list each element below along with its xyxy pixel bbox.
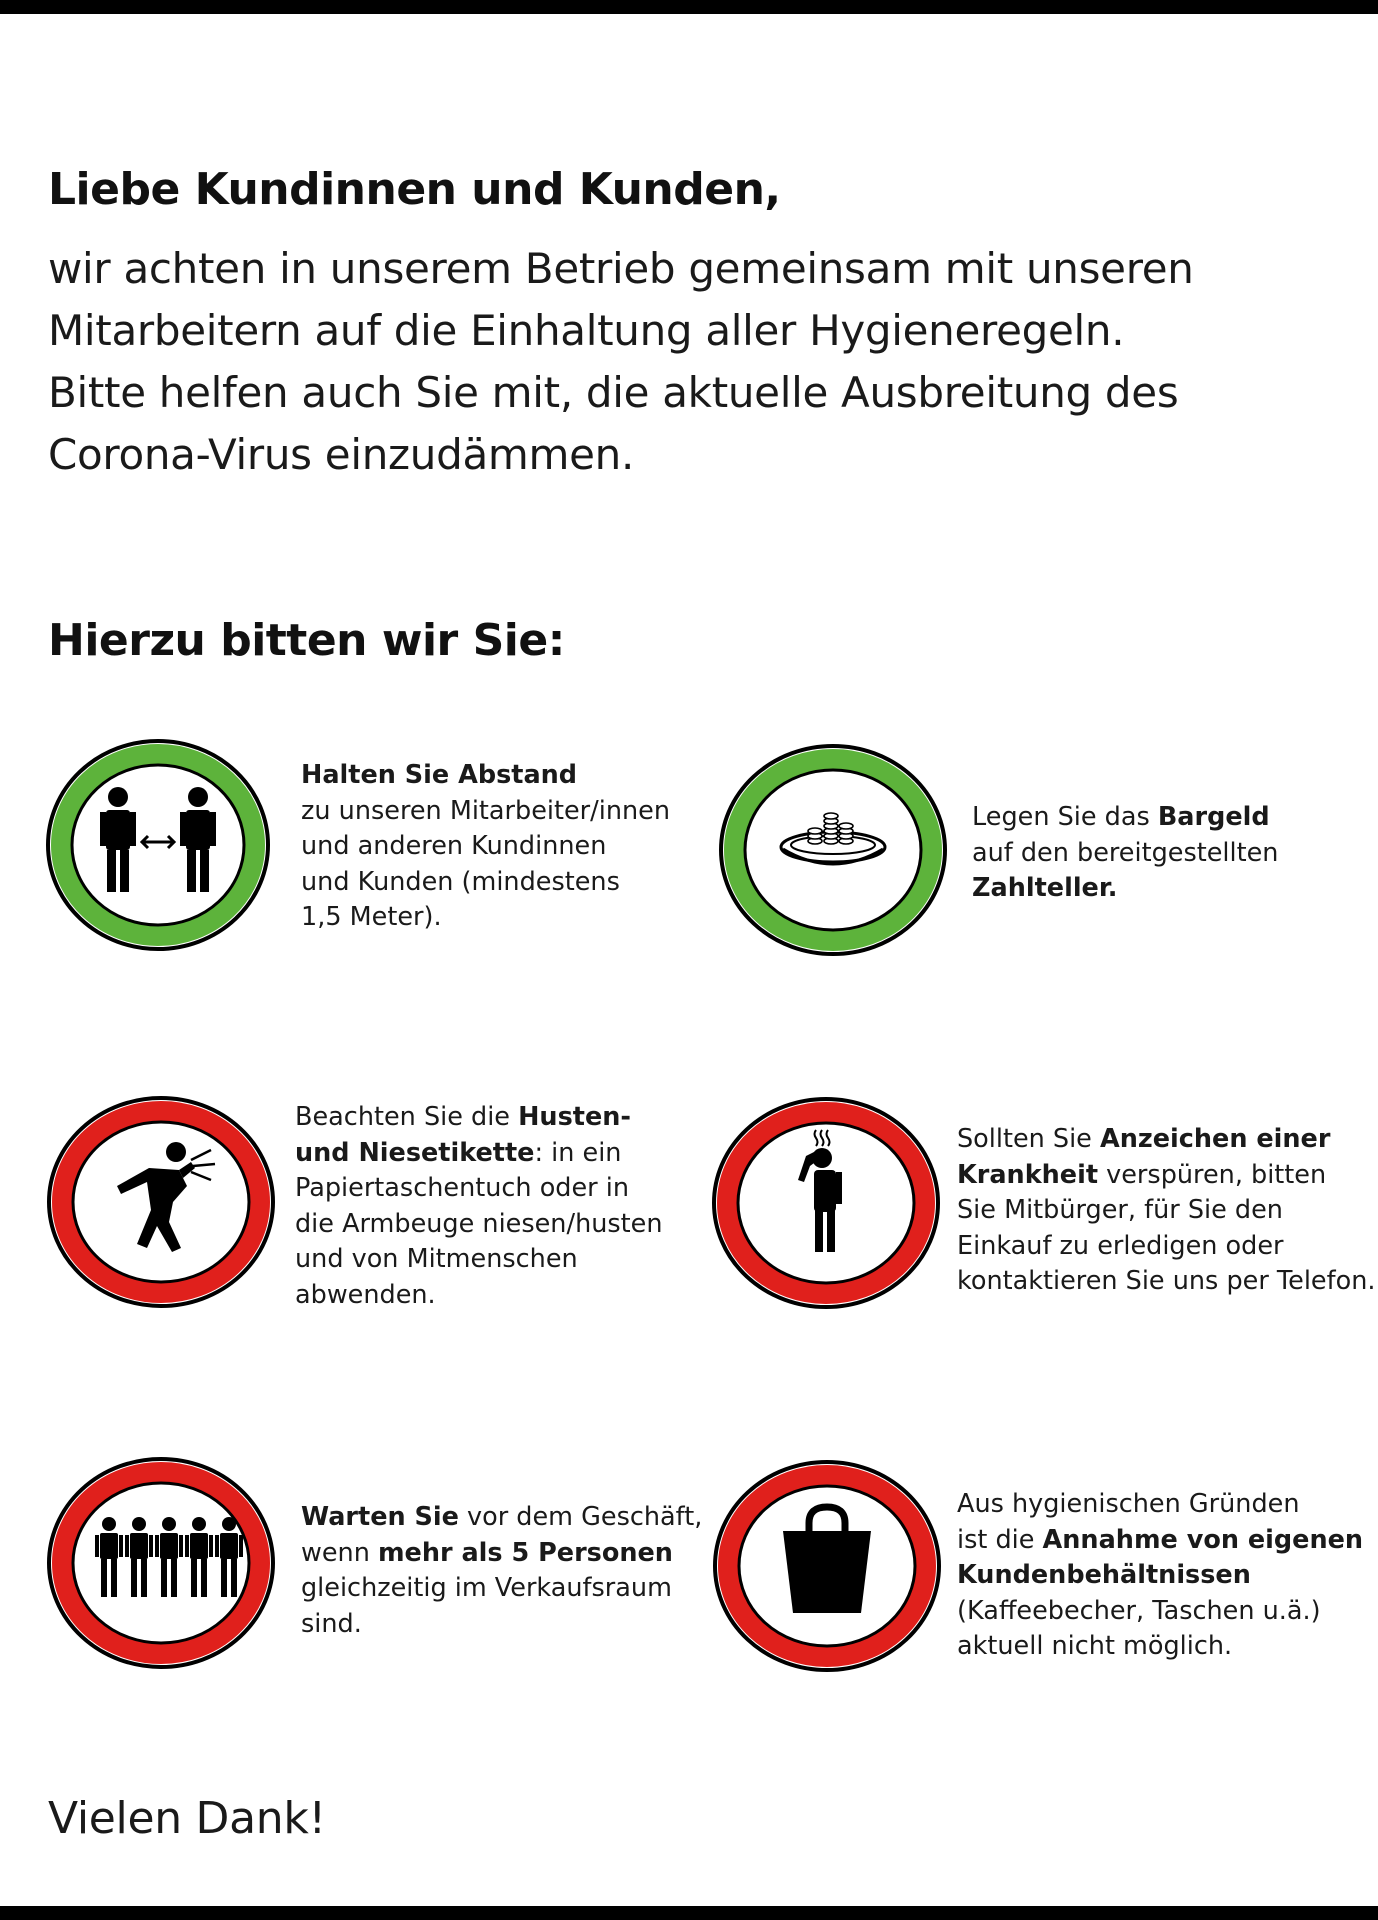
text-line: abwenden. xyxy=(295,1279,436,1310)
text-line: auf den bereitgestellten xyxy=(972,837,1279,868)
text-line: die Armbeuge niesen/husten xyxy=(295,1208,663,1239)
text-part: Legen Sie das xyxy=(972,802,1158,832)
text-line: und Kunden (mindestens xyxy=(301,866,620,897)
emphasis: Krankheit xyxy=(957,1159,1099,1190)
text-part: vor dem Geschäft, xyxy=(458,1502,703,1532)
text-line: sind. xyxy=(301,1608,362,1639)
emphasis: Husten- xyxy=(518,1102,631,1132)
greeting-heading: Liebe Kundinnen und Kunden, xyxy=(48,164,781,215)
text-line: 1,5 Meter). xyxy=(301,902,442,932)
text-line: und anderen Kundinnen xyxy=(301,831,607,861)
top-border xyxy=(0,0,1378,14)
rule-waiting-text xyxy=(301,1500,702,1642)
text-part: Beachten Sie die xyxy=(295,1102,519,1132)
rule-illness-text xyxy=(957,1122,1375,1300)
text-line: gleichzeitig im Verkaufsraum xyxy=(301,1573,672,1603)
text-line: (Kaffeebecher, Taschen u.ä.) xyxy=(957,1595,1321,1626)
five-people-icon xyxy=(41,1452,281,1674)
emphasis: Halten Sie Abstand xyxy=(301,760,578,790)
emphasis: Zahlteller. xyxy=(972,873,1118,903)
bottom-border xyxy=(0,1906,1378,1920)
distance-people-icon xyxy=(38,730,278,960)
text-part: verspüren, bitten xyxy=(1098,1159,1327,1190)
intro-line: Bitte helfen auch Sie mit, die aktuelle Ausbreitung des xyxy=(48,368,1179,417)
text-part: ist die xyxy=(957,1524,1043,1555)
intro-line: wir achten in unserem Betrieb gemeinsam mit unseren xyxy=(48,244,1194,293)
text-line: Papiertaschentuch oder in xyxy=(295,1173,630,1203)
text-line: Sie Mitbürger, für Sie den xyxy=(957,1195,1283,1225)
intro-paragraph xyxy=(48,238,1348,486)
cash-tray-icon xyxy=(713,737,953,963)
intro-line: Mitarbeitern auf die Einhaltung aller Hygieneregeln. xyxy=(48,306,1125,355)
thanks-text: Vielen Dank! xyxy=(48,1793,326,1844)
text-part: : in ein xyxy=(534,1137,622,1168)
rule-distance-text xyxy=(301,758,670,936)
shopping-bag-icon xyxy=(707,1455,947,1677)
text-line: Einkauf zu erledigen oder xyxy=(957,1230,1284,1261)
intro-line: Corona-Virus einzudämmen. xyxy=(48,430,635,479)
text-part: Sollten Sie xyxy=(957,1124,1100,1154)
rule-containers-text xyxy=(957,1487,1363,1665)
text-line: zu unseren Mitarbeiter/innen xyxy=(301,795,671,826)
rule-cough-text xyxy=(295,1100,663,1313)
text-line: aktuell nicht möglich. xyxy=(957,1631,1233,1661)
text-line: und von Mitmenschen xyxy=(295,1244,578,1274)
text-line: Aus hygienischen Gründen xyxy=(957,1489,1300,1519)
text-line: kontaktieren Sie uns per Telefon. xyxy=(957,1266,1376,1296)
emphasis: Annahme von eigenen xyxy=(1042,1524,1364,1555)
emphasis: Warten Sie xyxy=(301,1502,459,1532)
sick-person-icon xyxy=(706,1090,946,1316)
emphasis: mehr als 5 Personen xyxy=(377,1537,673,1568)
section-title: Hierzu bitten wir Sie: xyxy=(48,615,565,666)
rule-cash-text xyxy=(972,800,1278,907)
emphasis: Kundenbehältnissen xyxy=(957,1560,1251,1590)
sneezing-person-icon xyxy=(41,1090,281,1314)
emphasis: Anzeichen einer xyxy=(1099,1124,1331,1154)
text-part: wenn xyxy=(301,1537,378,1568)
emphasis: und Niesetikette xyxy=(295,1137,535,1168)
emphasis: Bargeld xyxy=(1157,802,1270,832)
